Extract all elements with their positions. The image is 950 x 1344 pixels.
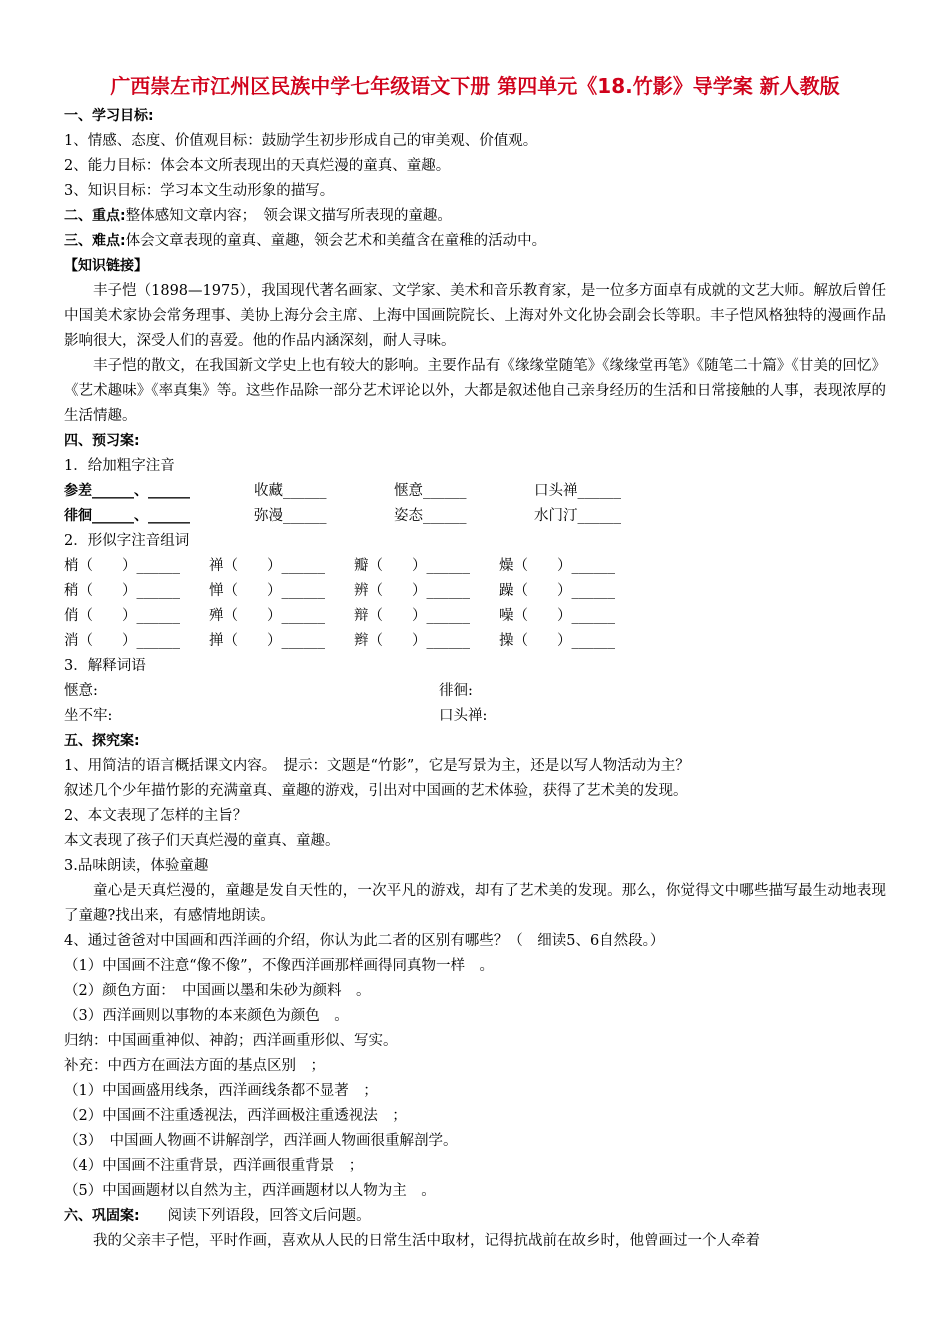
key-points-text: 整体感知文章内容； 领会课文描写所表现的童趣。: [125, 208, 452, 224]
explore-line: （5）中国画题材以自然为主，西洋画题材以人物为主 。: [64, 1183, 436, 1199]
similar-char-cell: 辩（ ）______: [354, 608, 470, 624]
explore-line: （2）中国画不注重透视法，西洋画极注重透视法 ；: [64, 1108, 407, 1124]
word-item: 惬意:: [64, 683, 98, 699]
similar-char-cell: 掸（ ）______: [209, 633, 325, 649]
similar-char-cell: 禅（ ）______: [209, 558, 325, 574]
consolidate-paragraph: 我的父亲丰子恺，平时作画，喜欢从人民的日常生活中取材，记得抗战前在故乡时，他曾画过一个人牵着: [93, 1233, 760, 1249]
explore-line: 1、用简洁的语言概括课文内容。 提示：文题是“竹影”，它是写景为主，还是以写人物活动为主？: [64, 758, 690, 774]
goal-item: 1、情感、态度、价值观目标：鼓励学生初步形成自己的审美观、价值观。: [64, 133, 538, 149]
explore-line: （1）中国画盛用线条，西洋画线条都不显著 ；: [64, 1083, 378, 1099]
section-heading-key: 二、重点:: [64, 208, 126, 224]
section-heading-explore: 五、探究案:: [64, 733, 140, 749]
explore-line: 叙述几个少年描竹影的充满童真、童趣的游戏，引出对中国画的艺术体验，获得了艺术美的发现。: [64, 783, 688, 799]
similar-char-cell: 辫（ ）______: [354, 633, 470, 649]
section-heading-difficult: 三、难点:: [64, 233, 126, 249]
similar-char-cell: 操（ ）______: [499, 633, 615, 649]
pinyin-cell: 惬意______: [394, 483, 467, 499]
question-similar-chars: 2．形似字注音组词: [64, 533, 190, 549]
word-item: 徘徊:: [439, 683, 473, 699]
explore-line: （2）颜色方面： 中国画以墨和朱砂为颜料 。: [64, 983, 371, 999]
document-title: 广西崇左市江州区民族中学七年级语文下册 第四单元《18.竹影》导学案 新人教版: [110, 74, 840, 98]
knowledge-paragraph: 丰子恺的散文，在我国新文学史上也有较大的影响。主要作品有《缘缘堂随笔》《缘缘堂再笔》《随笔二十篇》《甘美的回忆》《艺术趣味》《率真集》等。这些作品除一部分艺术评论以外，大都是叙述他自己亲身经历的生活和日常接触的人事，表现浓厚的生活情趣。: [64, 358, 886, 424]
pinyin-row: [64, 504, 886, 529]
similar-char-cell: 噪（ ）______: [499, 608, 615, 624]
goal-item: 3、知识目标：学习本文生动形象的描写。: [64, 183, 335, 199]
similar-chars-row: [64, 554, 886, 579]
knowledge-paragraph: 丰子恺（1898—1975），我国现代著名画家、文学家、美术和音乐教育家，是一位多方面卓有成就的文艺大师。解放后曾任中国美术家协会常务理事、美协上海分会主席、上海中国画院院长、上海对外文化协会副会长等职。丰子恺风格独特的漫画作品影响很大，深受人们的喜爱。他的作品内涵深刻，耐人寻味。: [64, 283, 886, 349]
section-heading-knowledge: 【知识链接】: [64, 258, 148, 274]
explain-words-row: [64, 679, 886, 704]
similar-char-cell: 瓣（ ）______: [354, 558, 470, 574]
similar-chars-row: [64, 579, 886, 604]
consolidate-instruction: 阅读下列语段，回答文后问题。: [167, 1208, 371, 1224]
word-item: 坐不牢:: [64, 708, 113, 724]
similar-chars-row: [64, 629, 886, 654]
document-page: [64, 72, 886, 1254]
difficult-points-text: 体会文章表现的童真、童趣，领会艺术和美蕴含在童稚的活动中。: [125, 233, 547, 249]
similar-chars-row: [64, 604, 886, 629]
question-explain-words: 3．解释词语: [64, 658, 146, 674]
section-heading-goals: 一、学习目标:: [64, 108, 154, 124]
goal-item: 2、能力目标：体会本文所表现出的天真烂漫的童真、童趣。: [64, 158, 451, 174]
similar-char-cell: 稍（ ）______: [64, 583, 180, 599]
pinyin-cell: 收藏______: [254, 483, 327, 499]
explore-line: （3）西洋画则以事物的本来颜色为颜色 。: [64, 1008, 349, 1024]
section-heading-preview: 四、预习案:: [64, 433, 140, 449]
pinyin-cell: 参差______、______: [64, 483, 190, 499]
explore-line: 2、本文表现了怎样的主旨？: [64, 808, 248, 824]
explore-paragraph: 童心是天真烂漫的，童趣是发自天性的，一次平凡的游戏，却有了艺术美的发现。那么，你觉得文中哪些描写最生动地表现了童趣?找出来，有感情地朗读。: [64, 883, 886, 924]
word-item: 口头禅:: [439, 708, 488, 724]
question-pinyin: 1．给加粗字注音: [64, 458, 175, 474]
explore-line: （1）中国画不注意“像不像”，不像西洋画那样画得同真物一样 。: [64, 958, 495, 974]
explore-line: 3.品味朗读，体验童趣: [64, 858, 209, 874]
pinyin-cell: 水门汀______: [534, 508, 621, 524]
similar-char-cell: 梢（ ）______: [64, 558, 180, 574]
difficult-points: [64, 229, 886, 254]
similar-char-cell: 惮（ ）______: [209, 583, 325, 599]
explore-line: 归纳：中国画重神似、神韵；西洋画重形似、写实。: [64, 1033, 398, 1049]
explore-line: 4、通过爸爸对中国画和西洋画的介绍，你认为此二者的区别有哪些？（ 细读5、6自然段。）: [64, 933, 665, 949]
pinyin-cell: 弥漫______: [254, 508, 327, 524]
similar-char-cell: 俏（ ）______: [64, 608, 180, 624]
explore-line: 本文表现了孩子们天真烂漫的童真、童趣。: [64, 833, 340, 849]
pinyin-row: [64, 479, 886, 504]
pinyin-cell: 徘徊______、______: [64, 508, 190, 524]
similar-char-cell: 燥（ ）______: [499, 558, 615, 574]
similar-char-cell: 躁（ ）______: [499, 583, 615, 599]
explain-words-row: [64, 704, 886, 729]
similar-char-cell: 消（ ）______: [64, 633, 180, 649]
consolidate-heading-line: [64, 1204, 886, 1229]
similar-char-cell: 辨（ ）______: [354, 583, 470, 599]
key-points: [64, 204, 886, 229]
pinyin-cell: 姿态______: [394, 508, 467, 524]
explore-line: （3） 中国画人物画不讲解剖学，西洋画人物画很重解剖学。: [64, 1133, 458, 1149]
pinyin-cell: 口头禅______: [534, 483, 621, 499]
explore-line: （4）中国画不注重背景，西洋画很重背景 ；: [64, 1158, 364, 1174]
explore-line: 补充：中西方在画法方面的基点区别 ；: [64, 1058, 325, 1074]
section-heading-consolidate: 六、巩固案:: [64, 1208, 140, 1224]
similar-char-cell: 殚（ ）______: [209, 608, 325, 624]
